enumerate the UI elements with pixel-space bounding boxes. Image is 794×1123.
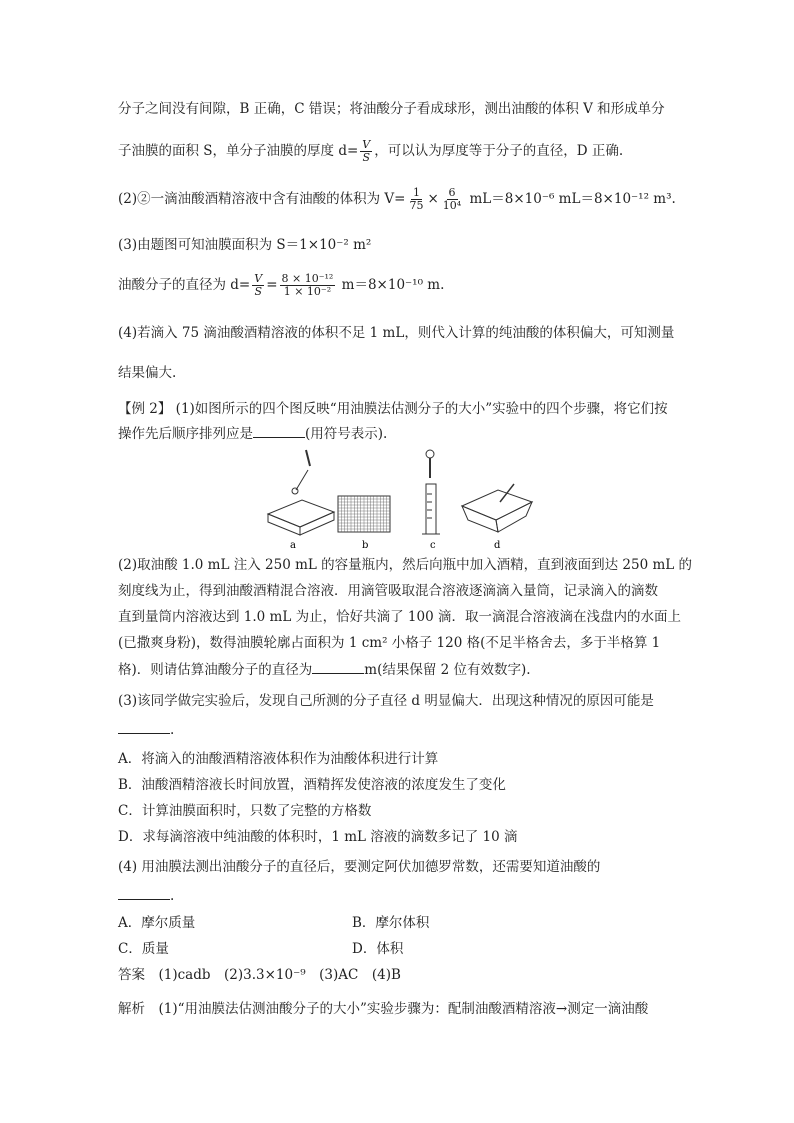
- figure-label-c: c: [430, 540, 436, 551]
- option-4-row-1: [118, 914, 678, 932]
- text-line-13: (已撒爽身粉)，数得油膜轮廓占面积为 1 cm² 小格子 120 格(不足半格舍去，多于半格算 1: [118, 635, 661, 651]
- option-3b: B．油酸酒精溶液长时间放置，酒精挥发使溶液的浓度发生了变化: [118, 777, 506, 793]
- figure-c-cylinder-dropper: [422, 450, 440, 534]
- fraction-numeric: $\frac{\text{8 × 10⁻¹²}}{\text{1 × 10⁻²}}$: [281, 272, 334, 298]
- experiment-figure: [262, 440, 542, 552]
- text-line-21: (4) 用油膜法测出油酸分子的直径后，要测定阿伏加德罗常数，还需要知道油酸的: [118, 859, 601, 875]
- option-4b: B．摩尔体积: [352, 915, 430, 931]
- option-3d: D．求每滴溶液中纯油酸的体积时，1 mL 溶液的滴数多记了 10 滴: [118, 829, 518, 845]
- figure-label-b: b: [362, 540, 369, 551]
- fraction-v-over-s-2: $\frac{V}{S}$: [254, 272, 263, 298]
- answer-blank-4[interactable]: [118, 886, 170, 900]
- option-4d: D．体积: [352, 941, 404, 957]
- text-line-4: (3)由题图可知油膜面积为 S＝1×10⁻² m²: [118, 237, 372, 253]
- fraction-v-over-s: $\frac{V}{S}$: [362, 138, 371, 164]
- option-3a: A．将滴入的油酸酒精溶液体积作为油酸体积进行计算: [118, 751, 439, 767]
- text-line-15: (3)该同学做完实验后，发现自己所测的分子直径 d 明显偏大．出现这种情况的原因可能是: [118, 693, 654, 709]
- answer-blank-3[interactable]: [118, 720, 170, 734]
- answer-blank-1[interactable]: [253, 424, 305, 438]
- text-line-16: .: [118, 720, 174, 739]
- answer-blank-2[interactable]: [312, 660, 364, 674]
- text-line-5: 油酸分子的直径为 d= $\frac{V}{S}$ = $\frac{\text{8 × 10⁻¹²}}{\text{1 × 10⁻²}}$ m＝8×10⁻¹⁰ m.: [118, 272, 445, 298]
- text-line-12: 直到量筒内溶液达到 1.0 mL 为止，恰好共滴了 100 滴．取一滴混合溶液滴在浅盘内的水面上: [118, 609, 681, 625]
- option-4c: C．质量: [118, 941, 169, 957]
- answer-line: 答案 (1)cadb (2)3.3×10⁻⁹ (3)AC (4)B: [118, 967, 401, 983]
- option-4-row-2: [118, 940, 678, 958]
- text-line-22: .: [118, 886, 174, 905]
- text-line-6: (4)若滴入 75 滴油酸酒精溶液的体积不足 1 mL，则代入计算的纯油酸的体积偏大，可知测量: [118, 325, 675, 341]
- figure-d-shallow-tray: [462, 484, 532, 532]
- example-2-heading: 【例 2】 (1)如图所示的四个图反映“用油膜法估测分子的大小”实验中的四个步骤，将它们按: [118, 401, 668, 417]
- text-line-1: 分子之间没有间隙，B 正确，C 错误；将油酸分子看成球形，测出油酸的体积 V 和形成单分: [118, 101, 665, 117]
- fraction-1-over-75: $\frac{1}{75}$: [409, 186, 424, 212]
- option-3c: C．计算油膜面积时，只数了完整的方格数: [118, 803, 372, 819]
- text-line-3: (2)②一滴油酸酒精溶液中含有油酸的体积为 V= $\frac{1}{75}$ × $\frac{6}{\text{10⁴}}$ mL＝8×10⁻⁶ mL＝8×10⁻¹² m³.: [118, 186, 676, 212]
- text-line-10: (2)取油酸 1.0 mL 注入 250 mL 的容量瓶内，然后向瓶中加入酒精，直到液面到达 250 mL 的: [118, 557, 693, 573]
- text-line-14: 格)．则请估算油酸分子的直径为 m(结果保留 2 位有效数字).: [118, 662, 531, 678]
- option-4a: A．摩尔质量: [118, 915, 196, 931]
- figure-label-d: d: [494, 540, 501, 551]
- figure-a-tray-dropper: [268, 450, 334, 535]
- fraction-6-over-10e4: $\frac{6}{\text{10⁴}}$: [442, 186, 462, 212]
- analysis-line: 解析 (1)“用油膜法估测油酸分子的大小”实验步骤为：配制油酸酒精溶液→测定一滴油酸: [118, 1001, 649, 1017]
- text-line-2: 子油膜的面积 S，单分子油膜的厚度 d= $\frac{V}{S}$ ，可以认为厚度等于分子的直径，D 正确.: [118, 138, 624, 164]
- text-line-7: 结果偏大.: [118, 365, 177, 381]
- figure-b-grid: [338, 496, 390, 532]
- text-line-9: 操作先后顺序排列应是 (用符号表示).: [118, 426, 388, 442]
- text-line-11: 刻度线为止，得到油酸酒精混合溶液．用滴管吸取混合溶液逐滴滴入量筒，记录滴入的滴数: [118, 583, 658, 599]
- figure-label-a: a: [290, 540, 296, 551]
